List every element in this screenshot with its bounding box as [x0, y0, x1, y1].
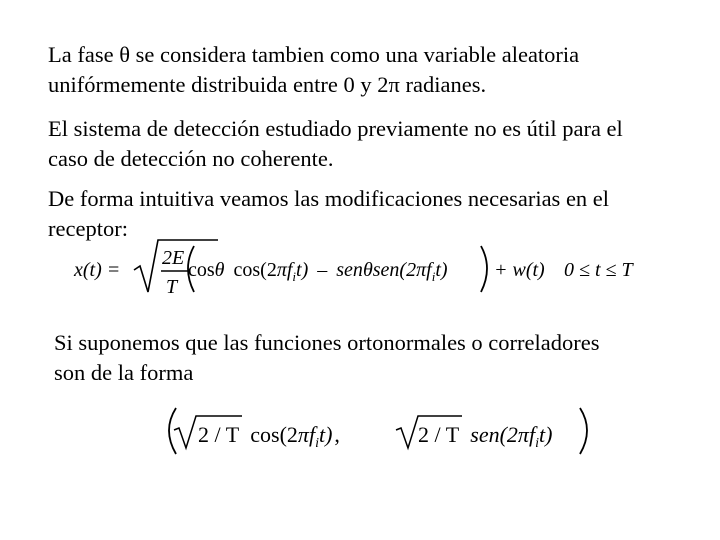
paragraph-line: receptor:	[48, 216, 128, 241]
noise-term: + w(t)	[494, 259, 545, 281]
frac-numerator: 2E	[162, 247, 185, 269]
paragraph-line: De forma intuitiva veamos las modificaciones necesarias en el	[48, 186, 610, 211]
expr-1: cosθ $\cos(2\pi f_it)$ – $sen\theta sen(2\pi f_it)$	[188, 259, 448, 284]
paragraph-line: unifórmemente distribuida entre 0 y 2π radianes.	[48, 72, 487, 97]
paragraph-line: caso de detección no coherente.	[48, 146, 334, 171]
eq-lhs: x(t) =	[74, 259, 121, 281]
expr-sen: 2 / T $sen(2\pi f_it)$	[418, 422, 553, 451]
equation-received-signal	[66, 230, 666, 300]
paragraph-detection-system	[48, 114, 698, 174]
paragraph-line: La fase θ se considera tambien como una variable aleatoria	[48, 42, 580, 67]
right-paren	[580, 408, 587, 454]
equation-orthonormal-functions	[160, 402, 600, 462]
expr-cos: 2 / T $\cos(2\pi f_it)$,	[198, 422, 340, 451]
paragraph-line: Si suponemos que las funciones ortonormales o correladores	[54, 330, 600, 355]
paragraph-line: son de la forma	[54, 360, 194, 385]
right-paren	[481, 246, 487, 292]
paragraph-orthonormal	[54, 328, 674, 388]
left-paren	[169, 408, 176, 454]
paragraph-line: El sistema de detección estudiado previamente no es útil para el	[48, 116, 623, 141]
paragraph-phase	[48, 40, 698, 100]
frac-denominator: T	[166, 276, 178, 298]
time-range: 0 ≤ t ≤ T	[564, 259, 633, 281]
